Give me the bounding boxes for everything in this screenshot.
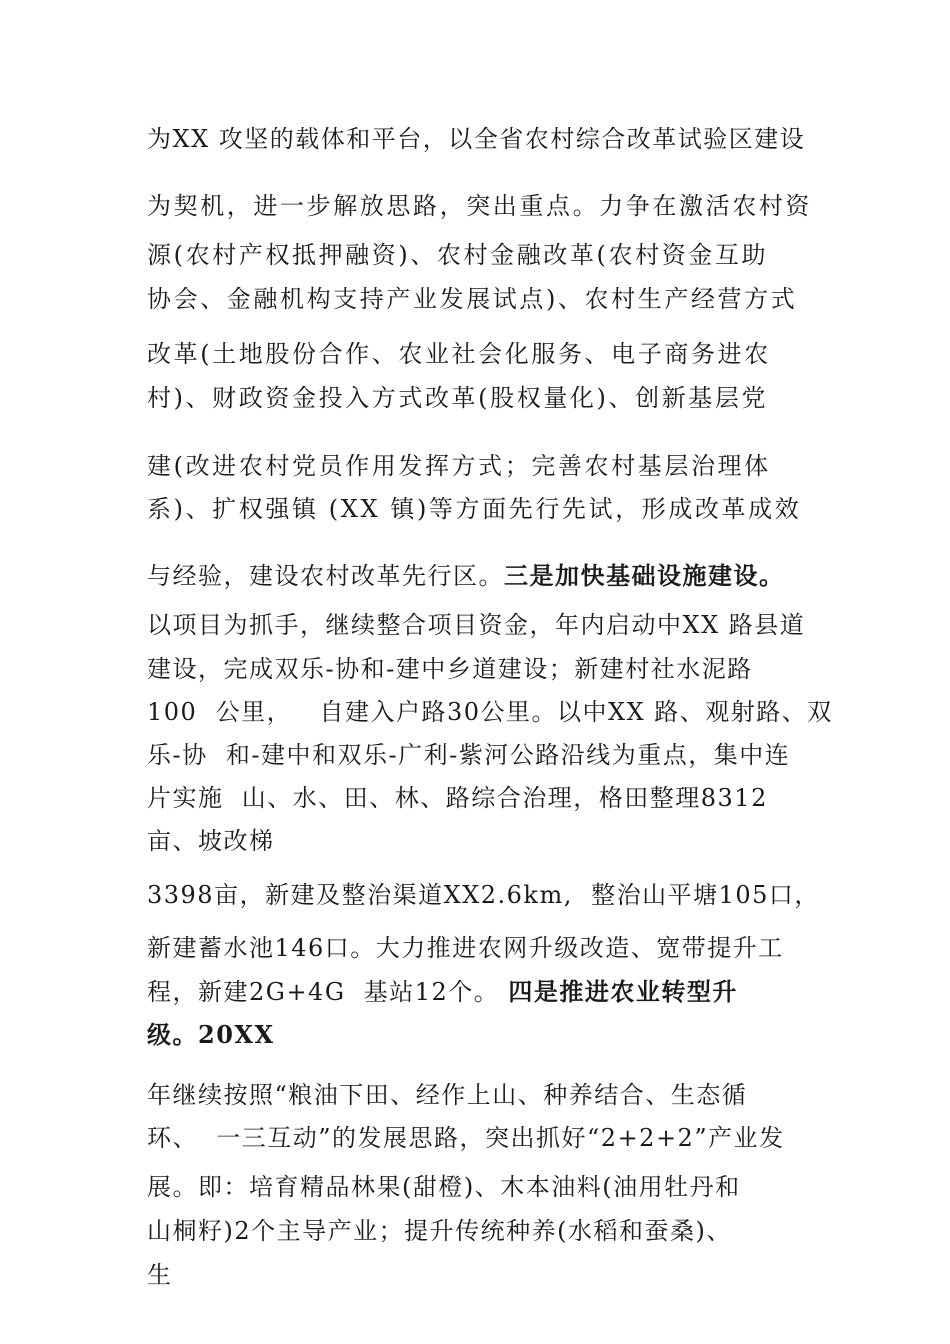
text-line: 片实施 山、水、田、林、路综合治理，格田整理8312: [147, 784, 768, 812]
text-line: 源(农村产权抵押融资)、农村金融改革(农村资金互助: [147, 241, 769, 269]
text-line: 改革(土地股份合作、农业社会化服务、电子商务进农: [147, 340, 771, 368]
text-line: 展。即：培育精品林果(甜橙)、木本油料(油用牡丹和: [147, 1173, 741, 1201]
text-line: 协会、金融机构支持产业发展试点)、农村生产经营方式: [147, 285, 798, 313]
text-line: 乐-协 和-建中和双乐-广利-紫河公路沿线为重点，集中连: [147, 741, 791, 769]
text-line: 级。20XX: [147, 1020, 275, 1049]
text-line: 建设，完成双乐-协和-建中乡道建设；新建村社水泥路: [147, 655, 753, 683]
text-line: 环、 一三互动”的发展思路，突出抓好“2+2+2”产业发: [147, 1124, 785, 1152]
text-line: 以项目为抓手，继续整合项目资金，年内启动中XX 路县道: [147, 611, 806, 639]
text-line: 3398亩，新建及整治渠道XX2.6km, 整治山平塘105口，: [147, 881, 820, 909]
text-line: [147, 561, 785, 591]
text-line: 年继续按照“粮油下田、经作上山、种养结合、生态循: [147, 1081, 748, 1109]
text-line: 新建蓄水池146口。大力推进农网升级改造、宽带提升工: [147, 934, 784, 962]
text-line: 为契机，进一步解放思路，突出重点。力争在激活农村资: [147, 192, 812, 220]
text-line: 生: [147, 1261, 173, 1289]
text-line: 亩、坡改梯: [147, 827, 275, 855]
text-line: 系)、扩权强镇 (XX 镇)等方面先行先试，形成改革成效: [147, 495, 802, 523]
text-line-plain: 与经验，建设农村改革先行区。: [147, 562, 504, 590]
text-line: 村)、财政资金投入方式改革(股权量化)、创新基层党: [147, 384, 769, 412]
text-line: 100 公里， 自建入户路30公里。以中XX 路、观射路、双: [147, 698, 833, 726]
section-heading-4: 四是推进农业转型升: [508, 977, 738, 1006]
text-line: 建(改进农村党员作用发挥方式；完善农村基层治理体: [147, 452, 771, 480]
section-heading-3: 三是加快基础设施建设。: [504, 561, 785, 590]
text-line: [147, 977, 738, 1007]
text-line: 山桐籽)2个主导产业；提升传统种养(水稻和蚕桑)、: [147, 1217, 732, 1245]
text-line: 为XX 攻坚的载体和平台，以全省农村综合改革试验区建设: [147, 125, 806, 153]
text-line-plain: 程，新建2G+4G 基站12个。: [147, 978, 509, 1006]
